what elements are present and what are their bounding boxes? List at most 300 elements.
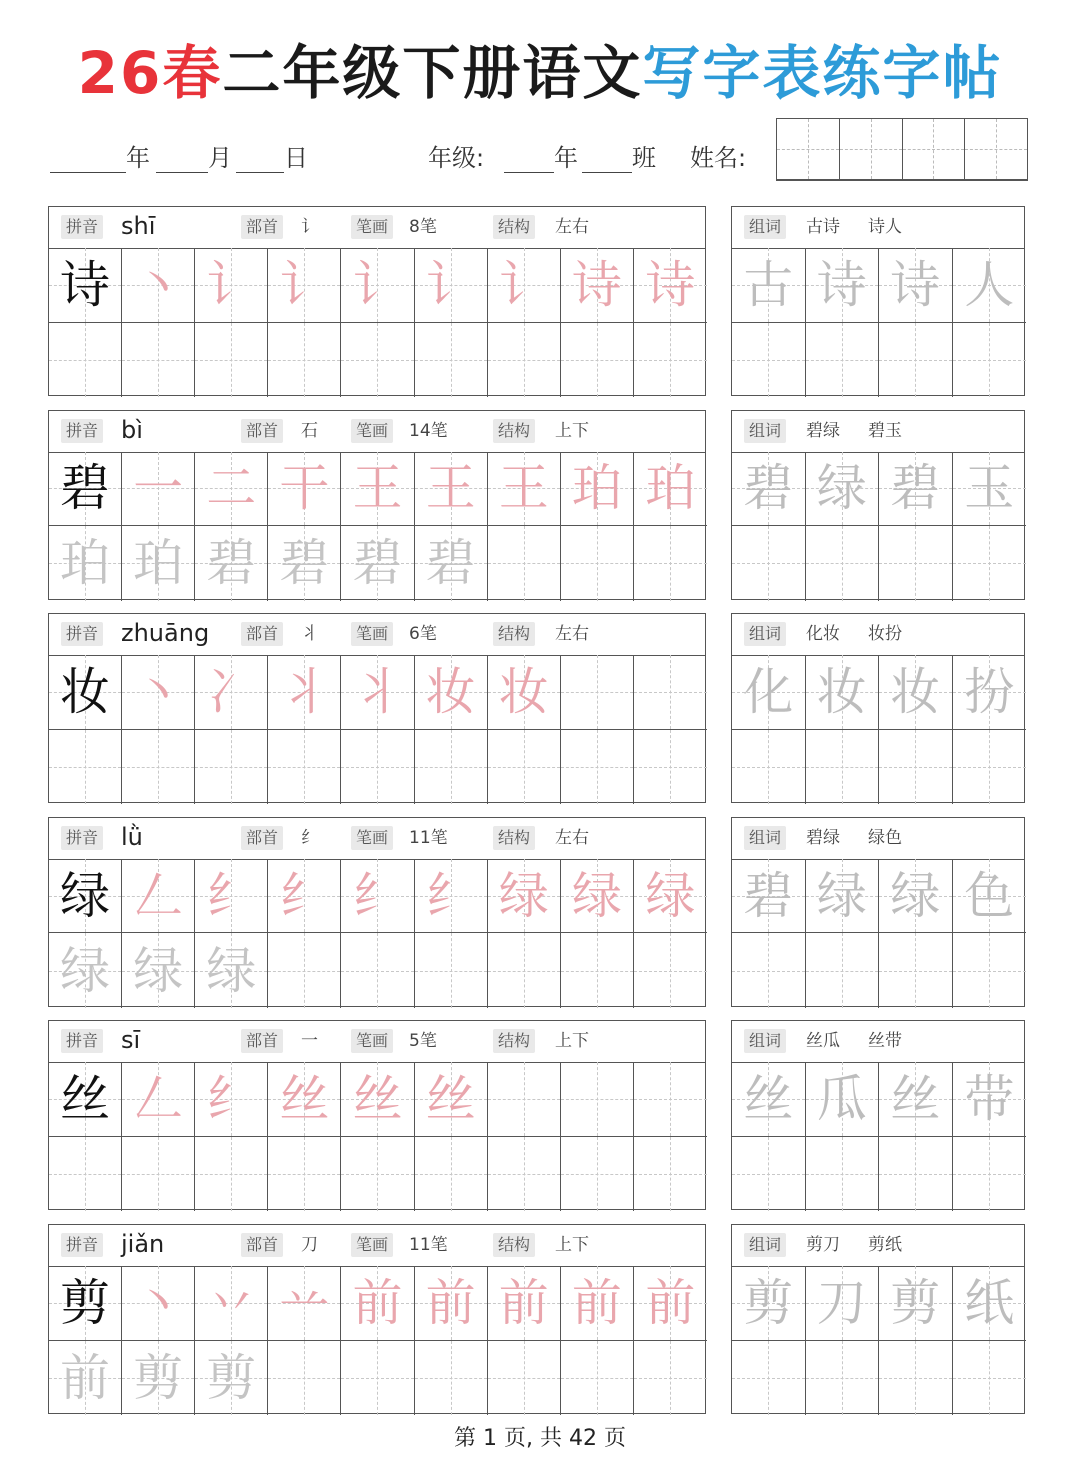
writing-cell[interactable] bbox=[488, 1062, 561, 1137]
pinyin-value: zhuāng bbox=[121, 619, 210, 648]
writing-cell[interactable] bbox=[122, 323, 195, 398]
writing-cell[interactable] bbox=[732, 1137, 806, 1212]
stroke-order-cell[interactable] bbox=[122, 1266, 195, 1341]
guide-line-horizontal bbox=[561, 692, 633, 693]
stroke-order-cell[interactable] bbox=[415, 452, 488, 527]
pinyin-tag: 拼音 bbox=[61, 419, 103, 443]
writing-cell[interactable] bbox=[415, 1341, 488, 1416]
trace-character: 珀 bbox=[133, 534, 184, 593]
name-box-cell[interactable] bbox=[965, 119, 1027, 180]
writing-cell[interactable] bbox=[953, 933, 1027, 1008]
word-practice-panel bbox=[731, 1224, 1025, 1414]
model-character-cell[interactable] bbox=[49, 248, 122, 323]
trace-character: 碧 bbox=[352, 534, 403, 593]
writing-cell[interactable] bbox=[488, 323, 561, 398]
writing-cell[interactable] bbox=[415, 933, 488, 1008]
writing-cell[interactable] bbox=[732, 323, 806, 398]
stroke-order-cell[interactable] bbox=[122, 248, 195, 323]
writing-cell[interactable] bbox=[561, 1137, 634, 1212]
stroke-order-cell[interactable] bbox=[341, 452, 414, 527]
guide-line-horizontal bbox=[49, 360, 121, 361]
word-practice-panel bbox=[731, 206, 1025, 396]
stroke-character: 丝 bbox=[352, 1070, 403, 1129]
writing-cell[interactable] bbox=[634, 1137, 707, 1212]
stroke-character: 王 bbox=[498, 459, 549, 518]
word-character: 诗 bbox=[890, 255, 941, 314]
word-writing-grid bbox=[732, 1062, 1024, 1209]
writing-cell[interactable] bbox=[879, 323, 953, 398]
writing-cell[interactable] bbox=[561, 933, 634, 1008]
guide-line-horizontal bbox=[806, 563, 879, 564]
page-title bbox=[0, 26, 1080, 110]
stroke-order-cell[interactable] bbox=[415, 1266, 488, 1341]
word-trace-cell[interactable] bbox=[806, 1266, 880, 1341]
radical-value: 丬 bbox=[301, 624, 318, 645]
stroke-order-cell[interactable] bbox=[415, 1062, 488, 1137]
word-trace-cell[interactable] bbox=[879, 655, 953, 730]
guide-line-horizontal bbox=[732, 360, 805, 361]
stroke-character: 丬 bbox=[279, 662, 330, 721]
writing-cell[interactable] bbox=[341, 1137, 414, 1212]
word-trace-cell[interactable] bbox=[806, 248, 880, 323]
stroke-order-cell[interactable] bbox=[195, 248, 268, 323]
guide-line-horizontal bbox=[732, 767, 805, 768]
stroke-character: 纟 bbox=[352, 866, 403, 925]
writing-grid bbox=[49, 452, 705, 599]
writing-cell[interactable] bbox=[953, 730, 1027, 805]
guide-line-horizontal bbox=[953, 1174, 1027, 1175]
stroke-character: 诗 bbox=[571, 255, 622, 314]
guide-line-horizontal bbox=[49, 767, 121, 768]
main-character: 绿 bbox=[60, 866, 111, 925]
guide-line-horizontal bbox=[953, 767, 1027, 768]
word-value: 古诗 bbox=[806, 217, 840, 237]
stroke-order-cell[interactable] bbox=[561, 452, 634, 527]
model-character-cell[interactable] bbox=[49, 452, 122, 527]
word-character: 瓜 bbox=[816, 1070, 867, 1129]
stroke-order-cell[interactable] bbox=[268, 859, 341, 934]
writing-cell[interactable] bbox=[806, 933, 880, 1008]
word-writing-grid bbox=[732, 452, 1024, 599]
guide-line-horizontal bbox=[732, 1174, 805, 1175]
stroke-order-cell[interactable] bbox=[488, 248, 561, 323]
guide-line-horizontal bbox=[561, 767, 633, 768]
character-info-header bbox=[49, 614, 705, 656]
trace-cell[interactable] bbox=[122, 1341, 195, 1416]
pinyin-tag: 拼音 bbox=[61, 622, 103, 646]
stroke-order-cell[interactable] bbox=[268, 1062, 341, 1137]
writing-cell[interactable] bbox=[806, 526, 880, 601]
word-value: 诗人 bbox=[868, 217, 902, 237]
writing-cell[interactable] bbox=[49, 1137, 122, 1212]
writing-cell[interactable] bbox=[268, 1137, 341, 1212]
stroke-character: 纟 bbox=[206, 866, 257, 925]
pinyin-value: jiǎn bbox=[121, 1230, 165, 1258]
writing-cell[interactable] bbox=[732, 526, 806, 601]
stroke-character: 王 bbox=[352, 459, 403, 518]
writing-cell[interactable] bbox=[488, 526, 561, 601]
stroke-order-cell[interactable] bbox=[634, 859, 707, 934]
stroke-character: 丶 bbox=[133, 255, 184, 314]
stroke-order-cell[interactable] bbox=[268, 655, 341, 730]
trace-character: 绿 bbox=[60, 941, 111, 1000]
radical-tag: 部首 bbox=[241, 1029, 283, 1053]
stroke-character: 丬 bbox=[352, 662, 403, 721]
stroke-order-cell[interactable] bbox=[341, 1266, 414, 1341]
stroke-character: 丶 bbox=[133, 662, 184, 721]
word-trace-cell[interactable] bbox=[879, 1266, 953, 1341]
character-practice-panel bbox=[48, 206, 706, 396]
trace-character: 剪 bbox=[133, 1348, 184, 1407]
stroke-order-cell[interactable] bbox=[195, 859, 268, 934]
guide-line-horizontal bbox=[341, 1174, 413, 1175]
word-character: 带 bbox=[964, 1070, 1015, 1129]
writing-cell[interactable] bbox=[953, 1341, 1027, 1416]
writing-cell[interactable] bbox=[561, 323, 634, 398]
word-character: 刀 bbox=[816, 1273, 867, 1332]
stroke-order-cell[interactable] bbox=[415, 859, 488, 934]
word-character: 色 bbox=[964, 866, 1015, 925]
trace-cell[interactable] bbox=[122, 933, 195, 1008]
year-label: 年 bbox=[126, 144, 150, 172]
strokes-value: 5笔 bbox=[409, 1031, 437, 1052]
structure-value: 上下 bbox=[555, 1031, 589, 1052]
structure-value: 上下 bbox=[555, 1235, 589, 1255]
guide-line-horizontal bbox=[634, 767, 707, 768]
word-value: 碧玉 bbox=[868, 420, 902, 441]
stroke-character: 前 bbox=[352, 1273, 403, 1332]
writing-cell[interactable] bbox=[879, 1137, 953, 1212]
writing-cell[interactable] bbox=[806, 730, 880, 805]
structure-tag: 结构 bbox=[493, 826, 535, 850]
radical-tag: 部首 bbox=[241, 1233, 283, 1257]
writing-cell[interactable] bbox=[341, 1341, 414, 1416]
guide-line-horizontal bbox=[415, 1378, 487, 1379]
word-trace-cell[interactable] bbox=[732, 655, 806, 730]
pinyin-tag: 拼音 bbox=[61, 1029, 103, 1053]
word-trace-cell[interactable] bbox=[879, 859, 953, 934]
writing-cell[interactable] bbox=[634, 1341, 707, 1416]
stroke-order-cell[interactable] bbox=[488, 452, 561, 527]
word-character: 剪 bbox=[890, 1273, 941, 1332]
word-info-header bbox=[732, 614, 1024, 656]
stroke-character: 䒑 bbox=[279, 1273, 330, 1332]
stroke-character: 妆 bbox=[498, 662, 549, 721]
guide-line-horizontal bbox=[341, 767, 413, 768]
writing-cell[interactable] bbox=[268, 730, 341, 805]
writing-cell[interactable] bbox=[488, 1137, 561, 1212]
model-character-cell[interactable] bbox=[49, 1062, 122, 1137]
writing-cell[interactable] bbox=[268, 933, 341, 1008]
guide-line-horizontal bbox=[806, 360, 879, 361]
stroke-order-cell[interactable] bbox=[415, 655, 488, 730]
stroke-character: 丝 bbox=[425, 1070, 476, 1129]
stroke-order-cell[interactable] bbox=[488, 859, 561, 934]
guide-line-horizontal bbox=[732, 1378, 805, 1379]
writing-cell[interactable] bbox=[561, 730, 634, 805]
writing-cell[interactable] bbox=[879, 1341, 953, 1416]
strokes-value: 8笔 bbox=[409, 217, 437, 237]
year-blank[interactable] bbox=[50, 146, 126, 173]
stroke-order-cell[interactable] bbox=[268, 248, 341, 323]
stroke-order-cell[interactable] bbox=[195, 452, 268, 527]
guide-line-horizontal bbox=[415, 971, 487, 972]
stroke-order-cell[interactable] bbox=[634, 1266, 707, 1341]
word-trace-cell[interactable] bbox=[879, 1062, 953, 1137]
trace-cell[interactable] bbox=[122, 526, 195, 601]
stroke-order-cell[interactable] bbox=[268, 1266, 341, 1341]
word-character: 丝 bbox=[743, 1070, 794, 1129]
word-trace-cell[interactable] bbox=[806, 452, 880, 527]
pinyin-tag: 拼音 bbox=[61, 215, 103, 239]
stroke-character: 绿 bbox=[571, 866, 622, 925]
stroke-order-cell[interactable] bbox=[415, 248, 488, 323]
guide-line-horizontal bbox=[561, 971, 633, 972]
writing-cell[interactable] bbox=[195, 730, 268, 805]
pinyin-value: lǜ bbox=[121, 822, 143, 851]
writing-cell[interactable] bbox=[561, 526, 634, 601]
writing-cell[interactable] bbox=[122, 1137, 195, 1212]
title-part-black: 二年级下册语文 bbox=[222, 39, 643, 107]
structure-tag: 结构 bbox=[493, 1029, 535, 1053]
writing-cell[interactable] bbox=[561, 1341, 634, 1416]
character-practice-panel bbox=[48, 1020, 706, 1210]
strokes-value: 14笔 bbox=[409, 420, 448, 441]
stroke-character: 诗 bbox=[645, 255, 696, 314]
word-writing-grid bbox=[732, 859, 1024, 1006]
trace-cell[interactable] bbox=[268, 526, 341, 601]
writing-cell[interactable] bbox=[268, 1341, 341, 1416]
writing-cell[interactable] bbox=[634, 655, 707, 730]
writing-grid bbox=[49, 859, 705, 1006]
model-character-cell[interactable] bbox=[49, 1266, 122, 1341]
writing-cell[interactable] bbox=[341, 933, 414, 1008]
writing-cell[interactable] bbox=[415, 1137, 488, 1212]
word-trace-cell[interactable] bbox=[732, 1266, 806, 1341]
radical-tag: 部首 bbox=[241, 215, 283, 239]
stroke-order-cell[interactable] bbox=[195, 655, 268, 730]
writing-cell[interactable] bbox=[415, 323, 488, 398]
guide-line-horizontal bbox=[634, 692, 707, 693]
guide-line-horizontal bbox=[341, 971, 413, 972]
structure-value: 上下 bbox=[555, 420, 589, 441]
word-info-header bbox=[732, 1225, 1024, 1267]
stroke-order-cell[interactable] bbox=[122, 452, 195, 527]
trace-cell[interactable] bbox=[195, 933, 268, 1008]
word-trace-cell[interactable] bbox=[953, 452, 1027, 527]
title-part-red: 26春 bbox=[77, 39, 223, 107]
writing-cell[interactable] bbox=[953, 526, 1027, 601]
writing-cell[interactable] bbox=[879, 730, 953, 805]
trace-cell[interactable] bbox=[49, 1341, 122, 1416]
writing-cell[interactable] bbox=[806, 323, 880, 398]
stroke-order-cell[interactable] bbox=[195, 1062, 268, 1137]
stroke-character: 丷 bbox=[206, 1273, 257, 1332]
stroke-order-cell[interactable] bbox=[122, 1062, 195, 1137]
trace-cell[interactable] bbox=[341, 526, 414, 601]
writing-cell[interactable] bbox=[732, 730, 806, 805]
name-box[interactable] bbox=[776, 118, 1028, 181]
word-value: 丝带 bbox=[868, 1031, 902, 1052]
stroke-order-cell[interactable] bbox=[195, 1266, 268, 1341]
writing-cell[interactable] bbox=[634, 526, 707, 601]
word-trace-cell[interactable] bbox=[732, 452, 806, 527]
writing-cell[interactable] bbox=[953, 323, 1027, 398]
structure-tag: 结构 bbox=[493, 622, 535, 646]
name-box-cell[interactable] bbox=[840, 119, 903, 180]
writing-cell[interactable] bbox=[268, 323, 341, 398]
writing-cell[interactable] bbox=[634, 933, 707, 1008]
guide-line-horizontal bbox=[268, 767, 340, 768]
writing-cell[interactable] bbox=[953, 1137, 1027, 1212]
structure-tag: 结构 bbox=[493, 215, 535, 239]
class-blank[interactable] bbox=[582, 146, 632, 173]
model-character-cell[interactable] bbox=[49, 859, 122, 934]
word-trace-cell[interactable] bbox=[732, 248, 806, 323]
writing-cell[interactable] bbox=[195, 323, 268, 398]
writing-cell[interactable] bbox=[634, 730, 707, 805]
word-trace-cell[interactable] bbox=[953, 248, 1027, 323]
stroke-character: 讠 bbox=[206, 255, 257, 314]
writing-cell[interactable] bbox=[634, 323, 707, 398]
guide-line-horizontal bbox=[488, 1378, 560, 1379]
writing-cell[interactable] bbox=[341, 323, 414, 398]
words-tag: 组词 bbox=[744, 622, 786, 646]
writing-cell[interactable] bbox=[195, 1137, 268, 1212]
guide-line-horizontal bbox=[953, 563, 1027, 564]
guide-line-horizontal bbox=[415, 360, 487, 361]
stroke-character: 王 bbox=[425, 459, 476, 518]
day-blank[interactable] bbox=[236, 146, 284, 173]
word-info-header bbox=[732, 1021, 1024, 1063]
structure-value: 左右 bbox=[555, 217, 589, 237]
writing-cell[interactable] bbox=[49, 730, 122, 805]
word-trace-cell[interactable] bbox=[806, 859, 880, 934]
date-grade-line bbox=[50, 138, 770, 174]
guide-line-horizontal bbox=[415, 1174, 487, 1175]
month-blank[interactable] bbox=[156, 146, 208, 173]
stroke-order-cell[interactable] bbox=[341, 1062, 414, 1137]
trace-character: 碧 bbox=[206, 534, 257, 593]
stroke-order-cell[interactable] bbox=[488, 1266, 561, 1341]
word-character: 碧 bbox=[890, 459, 941, 518]
writing-cell[interactable] bbox=[732, 1341, 806, 1416]
word-trace-cell[interactable] bbox=[806, 1062, 880, 1137]
writing-cell[interactable] bbox=[415, 730, 488, 805]
word-trace-cell[interactable] bbox=[953, 1062, 1027, 1137]
stroke-character: 前 bbox=[645, 1273, 696, 1332]
stroke-order-cell[interactable] bbox=[341, 859, 414, 934]
word-practice-panel bbox=[731, 613, 1025, 803]
strokes-tag: 笔画 bbox=[351, 215, 393, 239]
word-trace-cell[interactable] bbox=[953, 859, 1027, 934]
guide-line-horizontal bbox=[488, 971, 560, 972]
guide-line-horizontal bbox=[488, 360, 560, 361]
character-info-header bbox=[49, 411, 705, 453]
pinyin-value: sī bbox=[121, 1026, 141, 1055]
guide-line-horizontal bbox=[879, 971, 952, 972]
word-trace-cell[interactable] bbox=[953, 1266, 1027, 1341]
stroke-order-cell[interactable] bbox=[561, 1266, 634, 1341]
stroke-character: 丶 bbox=[133, 1273, 184, 1332]
word-character: 化 bbox=[743, 662, 794, 721]
trace-character: 珀 bbox=[60, 534, 111, 593]
word-trace-cell[interactable] bbox=[732, 1062, 806, 1137]
writing-cell[interactable] bbox=[879, 526, 953, 601]
writing-cell[interactable] bbox=[806, 1341, 880, 1416]
writing-cell[interactable] bbox=[488, 933, 561, 1008]
trace-character: 绿 bbox=[133, 941, 184, 1000]
grade-blank[interactable] bbox=[504, 146, 554, 173]
guide-line-horizontal bbox=[561, 1378, 633, 1379]
guide-line-horizontal bbox=[953, 360, 1027, 361]
writing-cell[interactable] bbox=[634, 1062, 707, 1137]
word-writing-grid bbox=[732, 248, 1024, 395]
stroke-order-cell[interactable] bbox=[488, 655, 561, 730]
trace-cell[interactable] bbox=[195, 526, 268, 601]
trace-cell[interactable] bbox=[49, 526, 122, 601]
writing-cell[interactable] bbox=[732, 933, 806, 1008]
stroke-order-cell[interactable] bbox=[634, 248, 707, 323]
trace-cell[interactable] bbox=[415, 526, 488, 601]
writing-cell[interactable] bbox=[879, 933, 953, 1008]
word-trace-cell[interactable] bbox=[879, 248, 953, 323]
word-trace-cell[interactable] bbox=[953, 655, 1027, 730]
stroke-order-cell[interactable] bbox=[122, 655, 195, 730]
word-writing-grid bbox=[732, 655, 1024, 802]
name-box-cell[interactable] bbox=[903, 119, 966, 180]
trace-cell[interactable] bbox=[195, 1341, 268, 1416]
writing-cell[interactable] bbox=[806, 1137, 880, 1212]
stroke-order-cell[interactable] bbox=[561, 248, 634, 323]
name-label: 姓名: bbox=[690, 144, 747, 172]
guide-line-horizontal bbox=[122, 1174, 194, 1175]
model-character-cell[interactable] bbox=[49, 655, 122, 730]
stroke-order-cell[interactable] bbox=[634, 452, 707, 527]
word-trace-cell[interactable] bbox=[806, 655, 880, 730]
writing-cell[interactable] bbox=[561, 1062, 634, 1137]
writing-cell[interactable] bbox=[561, 655, 634, 730]
writing-cell[interactable] bbox=[488, 1341, 561, 1416]
guide-line-horizontal bbox=[806, 1174, 879, 1175]
stroke-order-cell[interactable] bbox=[341, 248, 414, 323]
trace-character: 前 bbox=[60, 1348, 111, 1407]
word-trace-cell[interactable] bbox=[879, 452, 953, 527]
main-character: 碧 bbox=[60, 459, 111, 518]
writing-cell[interactable] bbox=[122, 730, 195, 805]
stroke-order-cell[interactable] bbox=[122, 859, 195, 934]
word-practice-panel bbox=[731, 410, 1025, 600]
stroke-order-cell[interactable] bbox=[341, 655, 414, 730]
writing-cell[interactable] bbox=[49, 323, 122, 398]
stroke-order-cell[interactable] bbox=[561, 859, 634, 934]
trace-cell[interactable] bbox=[49, 933, 122, 1008]
guide-line-horizontal bbox=[561, 1174, 633, 1175]
stroke-order-cell[interactable] bbox=[268, 452, 341, 527]
pinyin-value: shī bbox=[121, 212, 156, 240]
word-character: 玉 bbox=[964, 459, 1015, 518]
word-trace-cell[interactable] bbox=[732, 859, 806, 934]
character-info-header bbox=[49, 1225, 705, 1267]
stroke-character: 珀 bbox=[645, 459, 696, 518]
words-tag: 组词 bbox=[744, 1233, 786, 1257]
writing-cell[interactable] bbox=[488, 730, 561, 805]
name-box-cell[interactable] bbox=[777, 119, 840, 180]
guide-line-horizontal bbox=[268, 360, 340, 361]
character-practice-panel bbox=[48, 410, 706, 600]
writing-cell[interactable] bbox=[341, 730, 414, 805]
guide-line-horizontal bbox=[634, 1378, 707, 1379]
